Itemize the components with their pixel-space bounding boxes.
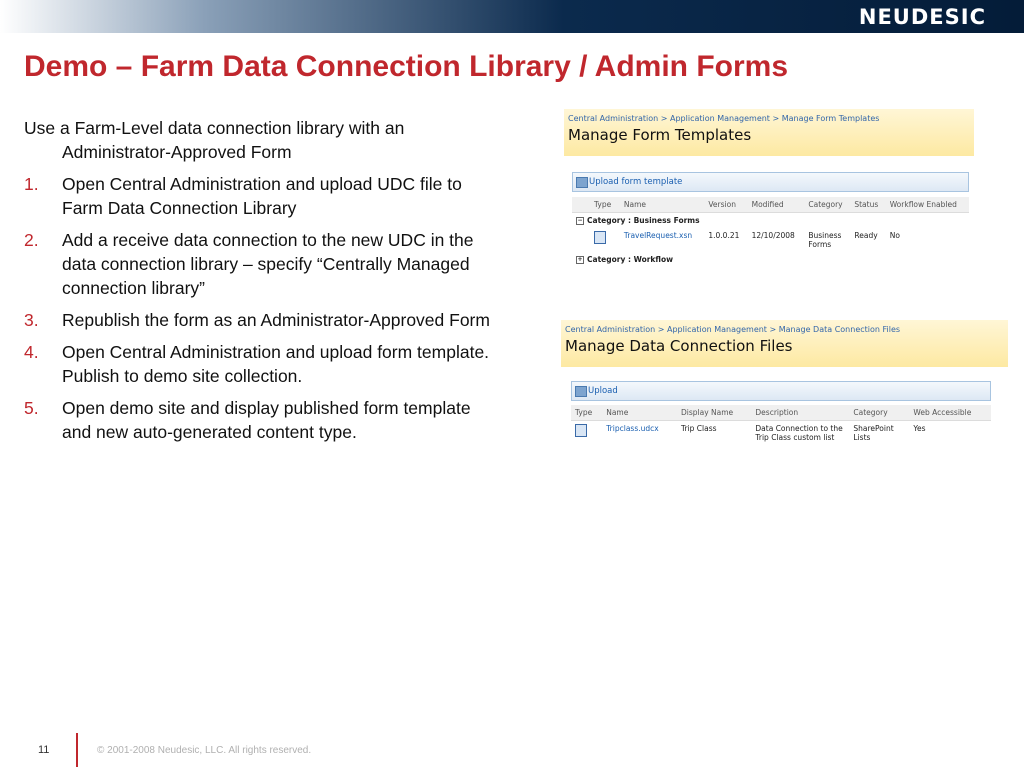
col-web-accessible[interactable]: Web Accessible [909,405,991,421]
top-banner [0,0,1024,33]
neudesic-logo: NEUDESIC [858,5,986,29]
page-header [564,109,974,156]
footer-divider [76,733,78,767]
collapse-icon[interactable]: − [577,217,583,224]
page-header [561,320,1008,367]
step-item: 3. Republish the form as an Administrator-Approved Form [24,310,490,330]
upload-icon [576,177,588,188]
manage-data-connection-files-screenshot [561,320,1008,464]
col-category[interactable]: Category [804,197,850,213]
col-version[interactable]: Version [704,197,747,213]
step-item: 2. Add a receive data connection to the new UDC in the data connection library – specify “Centrally Managed connection library” [24,230,474,298]
copyright-text: © 2001-2008 Neudesic, LLC. All rights reserved. [97,745,312,756]
col-display-name[interactable]: Display Name [677,405,751,421]
data-connection-files-table [571,405,991,445]
table-row: Tripclass.udcx Trip Class Data Connection to the Trip Class custom list SharePoint Lists Yes [571,421,991,446]
col-category[interactable]: Category [849,405,909,421]
table-row: TravelRequest.xsn 1.0.0.21 12/10/2008 Business Forms Ready No [572,228,969,252]
upload-button[interactable]: Upload [571,381,991,401]
steps-list [24,172,504,452]
breadcrumb[interactable]: Central Administration > Application Management > Manage Data Connection Files [565,325,901,334]
page-title: Manage Form Templates [568,126,752,144]
table-header-row [572,197,969,213]
page-number: 11 [38,744,50,756]
step-item: 1. Open Central Administration and upload UDC file to Farm Data Connection Library [24,174,462,218]
category-row[interactable]: − Category : Business Forms [577,216,700,225]
upload-form-template-button[interactable]: Upload form template [572,172,969,192]
step-item: 4. Open Central Administration and upload form template. Publish to demo site collection. [24,342,490,386]
col-status[interactable]: Status [850,197,885,213]
udcx-file-link[interactable]: Tripclass.udcx [606,424,659,433]
col-description[interactable]: Description [751,405,849,421]
table-header-row [571,405,991,421]
udc-file-icon [575,424,587,437]
col-modified[interactable]: Modified [748,197,805,213]
manage-form-templates-screenshot [564,109,974,286]
form-file-icon [594,231,606,244]
upload-icon [575,386,587,397]
breadcrumb[interactable]: Central Administration > Application Management > Manage Form Templates [568,114,880,123]
col-name[interactable]: Name [602,405,677,421]
slide-title: Demo – Farm Data Connection Library / Admin Forms [24,50,789,83]
page-title: Manage Data Connection Files [565,337,793,355]
step-item: 5. Open demo site and display published form template and new auto-generated content type. [24,398,471,442]
col-name[interactable]: Name [620,197,704,213]
col-type[interactable]: Type [572,197,620,213]
intro-text: Use a Farm-Level data connection library with an Administrator-Approved Form [24,118,405,162]
form-templates-table [572,197,969,267]
expand-icon[interactable]: + [577,256,583,263]
col-workflow-enabled[interactable]: Workflow Enabled [886,197,969,213]
col-type[interactable]: Type [571,405,602,421]
category-row[interactable]: + Category : Workflow [577,255,674,264]
template-name-link[interactable]: TravelRequest.xsn [623,231,693,240]
